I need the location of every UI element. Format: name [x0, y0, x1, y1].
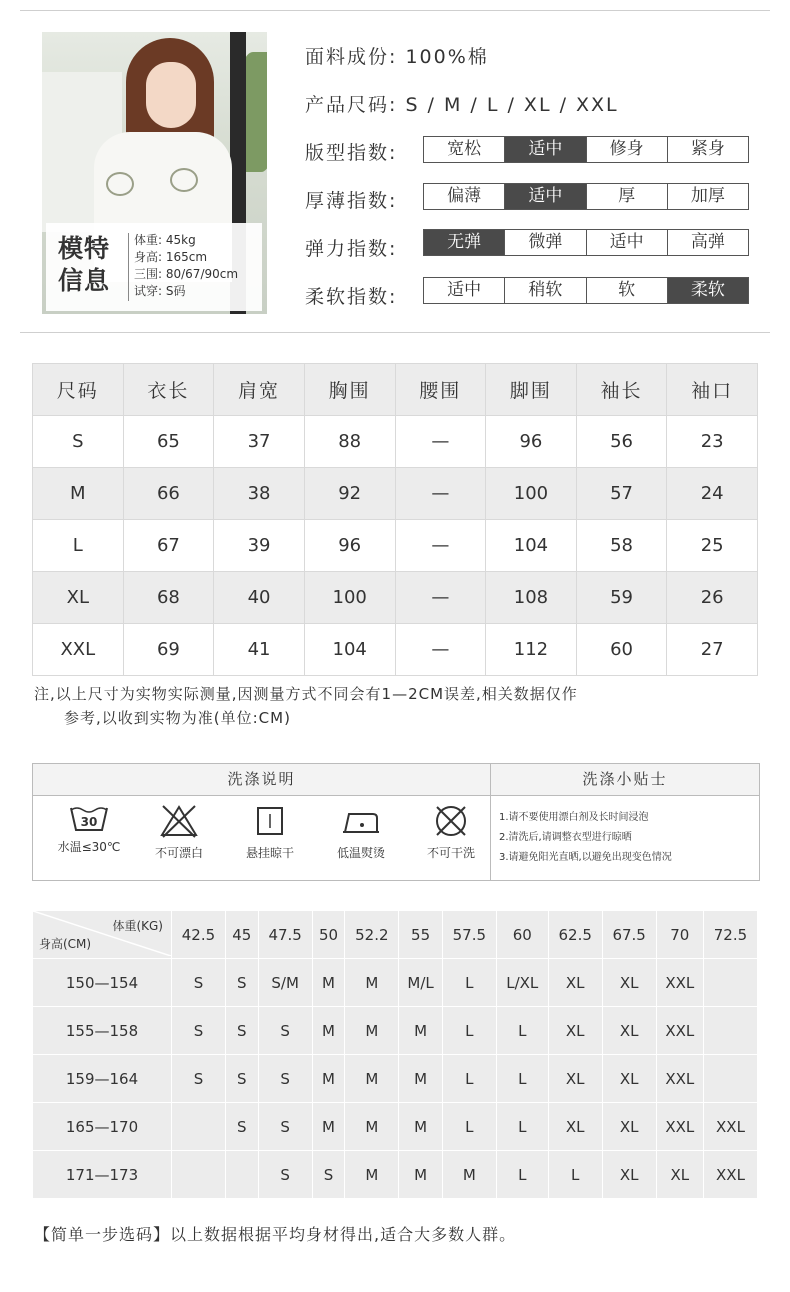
- size-guide-table: [32, 910, 758, 1199]
- guide-row: [33, 1055, 758, 1103]
- recommended-size: M: [399, 1007, 443, 1055]
- recommended-size: S: [258, 1103, 312, 1151]
- table-row: [33, 624, 758, 676]
- recommended-size: XL: [602, 1055, 656, 1103]
- recommended-size: L: [496, 1103, 548, 1151]
- recommended-size: XXL: [703, 1103, 757, 1151]
- table-cell: —: [395, 468, 486, 520]
- table-cell: XXL: [33, 624, 124, 676]
- recommended-size: S: [172, 1055, 226, 1103]
- sizes-spec: 产品尺码: S / M / L / XL / XXL: [305, 94, 619, 116]
- recommended-size: L: [496, 1151, 548, 1199]
- recommended-size: M: [312, 1103, 345, 1151]
- wash-instructions: [32, 763, 760, 881]
- table-cell: 65: [123, 416, 214, 468]
- table-cell: 56: [576, 416, 667, 468]
- recommended-size: XXL: [656, 1103, 703, 1151]
- recommended-size: M: [312, 1007, 345, 1055]
- recommended-size: XL: [602, 959, 656, 1007]
- iron-icon: [339, 804, 383, 838]
- recommended-size: XXL: [703, 1151, 757, 1199]
- recommended-size: XL: [548, 959, 602, 1007]
- recommended-size: XL: [602, 1007, 656, 1055]
- low-iron-item: [316, 804, 406, 861]
- model-photo: [42, 32, 267, 314]
- table-cell: 60: [576, 624, 667, 676]
- elasticity-option: 高弹: [690, 232, 725, 252]
- recommended-size: L: [496, 1007, 548, 1055]
- recommended-size: S: [258, 1055, 312, 1103]
- no-bleach-label: 不可漂白: [154, 846, 203, 860]
- table-cell: 108: [486, 572, 577, 624]
- guide-row: [33, 1103, 758, 1151]
- fit-option: 紧身: [690, 139, 725, 159]
- weight-header: 67.5: [602, 911, 656, 959]
- no-dry-clean-label: 不可干洗: [426, 846, 475, 860]
- recommended-size: L/XL: [496, 959, 548, 1007]
- table-cell: 104: [486, 520, 577, 572]
- low-iron-label: 低温熨烫: [336, 846, 385, 860]
- table-cell: 88: [304, 416, 395, 468]
- recommended-size: M/L: [399, 959, 443, 1007]
- fabric-spec: 面料成份: 100%棉: [305, 46, 489, 68]
- thickness-label: 厚薄指数:: [305, 190, 398, 212]
- recommended-size: M: [399, 1103, 443, 1151]
- recommended-size: S/M: [258, 959, 312, 1007]
- no-bleach-item: [134, 804, 224, 861]
- recommended-size: XL: [602, 1151, 656, 1199]
- weight-header: 50: [312, 911, 345, 959]
- elasticity-scale: [423, 229, 749, 256]
- recommended-size: [172, 1103, 226, 1151]
- recommended-size: S: [225, 1103, 258, 1151]
- wash-tips: [499, 808, 672, 868]
- table-cell: 59: [576, 572, 667, 624]
- column-header: 衣长: [123, 364, 214, 416]
- recommended-size: L: [548, 1151, 602, 1199]
- no-dry-clean-icon: [431, 804, 471, 838]
- svg-text:30: 30: [80, 815, 98, 829]
- table-cell: 67: [123, 520, 214, 572]
- no-dry-clean-item: [406, 804, 496, 861]
- table-cell: —: [395, 572, 486, 624]
- fit-label: 版型指数:: [305, 142, 398, 164]
- table-cell: 38: [214, 468, 305, 520]
- wash-temp-label: 水温≤30℃: [57, 840, 121, 854]
- recommended-size: S: [225, 959, 258, 1007]
- recommended-size: S: [172, 1007, 226, 1055]
- elasticity-label: 弹力指数:: [305, 238, 398, 260]
- recommended-size: XXL: [656, 1007, 703, 1055]
- table-cell: 58: [576, 520, 667, 572]
- elasticity-option: 无弹: [424, 230, 505, 255]
- thickness-option: 适中: [505, 184, 586, 209]
- recommended-size: S: [225, 1007, 258, 1055]
- table-cell: 37: [214, 416, 305, 468]
- recommended-size: L: [496, 1055, 548, 1103]
- thickness-option: 加厚: [690, 186, 725, 206]
- table-cell: —: [395, 520, 486, 572]
- table-cell: 100: [304, 572, 395, 624]
- recommended-size: M: [442, 1151, 496, 1199]
- model-weight: 体重: 45kg: [134, 233, 196, 247]
- table-cell: 104: [304, 624, 395, 676]
- table-cell: 40: [214, 572, 305, 624]
- recommended-size: M: [399, 1151, 443, 1199]
- thickness-option: 偏薄: [424, 184, 505, 209]
- weight-header: 57.5: [442, 911, 496, 959]
- table-cell: 27: [667, 624, 758, 676]
- wash-tub-icon: [69, 804, 109, 832]
- recommended-size: XL: [548, 1055, 602, 1103]
- table-cell: 66: [123, 468, 214, 520]
- wash-tip: 3.请避免阳光直晒,以避免出现变色情况: [499, 852, 672, 863]
- recommended-size: M: [312, 959, 345, 1007]
- model-info-details: [134, 232, 238, 300]
- recommended-size: M: [345, 1151, 399, 1199]
- table-row: [33, 520, 758, 572]
- weight-header: 55: [399, 911, 443, 959]
- column-header: 肩宽: [214, 364, 305, 416]
- recommended-size: L: [442, 1103, 496, 1151]
- table-cell: 112: [486, 624, 577, 676]
- table-cell: 69: [123, 624, 214, 676]
- table-cell: 26: [667, 572, 758, 624]
- recommended-size: S: [312, 1151, 345, 1199]
- top-divider: [20, 10, 770, 11]
- fit-scale: [423, 136, 749, 163]
- model-info-title: 模特 信息: [58, 234, 111, 295]
- model-info-box: [46, 223, 262, 311]
- section-divider: [20, 332, 770, 333]
- model-measurements: 三围: 80/67/90cm: [134, 267, 239, 281]
- no-bleach-icon: [159, 804, 199, 838]
- column-header: 袖长: [576, 364, 667, 416]
- model-size-tried: 试穿: S码: [134, 284, 186, 298]
- recommended-size: L: [442, 959, 496, 1007]
- size-table: [32, 363, 758, 676]
- column-header: 袖口: [667, 364, 758, 416]
- softness-scale: [423, 277, 749, 304]
- height-range: 171—173: [33, 1151, 172, 1199]
- recommended-size: [703, 1055, 757, 1103]
- recommended-size: [703, 959, 757, 1007]
- softness-option: 软: [587, 278, 668, 303]
- thickness-option: 厚: [587, 184, 668, 209]
- recommended-size: [703, 1007, 757, 1055]
- height-range: 165—170: [33, 1103, 172, 1151]
- guide-row: [33, 959, 758, 1007]
- weight-header: 45: [225, 911, 258, 959]
- recommended-size: M: [345, 959, 399, 1007]
- weight-header: 60: [496, 911, 548, 959]
- weight-header: 72.5: [703, 911, 757, 959]
- table-cell: 96: [304, 520, 395, 572]
- softness-option: 柔软: [668, 278, 748, 303]
- fit-option: 宽松: [424, 137, 505, 162]
- recommended-size: L: [442, 1007, 496, 1055]
- table-cell: 39: [214, 520, 305, 572]
- table-cell: M: [33, 468, 124, 520]
- height-range: 159—164: [33, 1055, 172, 1103]
- softness-label: 柔软指数:: [305, 286, 398, 308]
- recommended-size: [225, 1151, 258, 1199]
- weight-axis-label: 体重(KG): [112, 919, 163, 933]
- hang-dry-item: [225, 804, 315, 861]
- height-range: 150—154: [33, 959, 172, 1007]
- column-header: 腰围: [395, 364, 486, 416]
- table-cell: L: [33, 520, 124, 572]
- recommended-size: S: [172, 959, 226, 1007]
- table-row: [33, 416, 758, 468]
- recommended-size: XL: [548, 1007, 602, 1055]
- recommended-size: XL: [548, 1103, 602, 1151]
- size-table-header: [33, 364, 758, 416]
- wash-tip: 1.请不要使用漂白剂及长时间浸泡: [499, 812, 649, 823]
- guide-header-row: [33, 911, 758, 959]
- weight-header: 70: [656, 911, 703, 959]
- weight-header: 62.5: [548, 911, 602, 959]
- table-cell: 41: [214, 624, 305, 676]
- model-height: 身高: 165cm: [134, 250, 208, 264]
- thickness-scale: [423, 183, 749, 210]
- height-axis-label: 身高(CM): [39, 937, 92, 951]
- table-cell: S: [33, 416, 124, 468]
- footer-note: 【简单一步选码】以上数据根据平均身材得出,适合大多数人群。: [34, 1225, 517, 1244]
- table-cell: 25: [667, 520, 758, 572]
- table-cell: 96: [486, 416, 577, 468]
- table-cell: 92: [304, 468, 395, 520]
- measurement-note: 注,以上尺寸为实物实际测量,因测量方式不同会有1—2CM误差,相关数据仅作 参考,以收到实物为准(单位:CM): [34, 685, 578, 727]
- recommended-size: S: [258, 1151, 312, 1199]
- elasticity-option: 适中: [587, 230, 668, 255]
- fit-option: 修身: [587, 137, 668, 162]
- height-range: 155—158: [33, 1007, 172, 1055]
- table-cell: —: [395, 416, 486, 468]
- recommended-size: M: [345, 1103, 399, 1151]
- recommended-size: L: [442, 1055, 496, 1103]
- recommended-size: [172, 1151, 226, 1199]
- elasticity-option: 微弹: [505, 230, 586, 255]
- recommended-size: M: [345, 1055, 399, 1103]
- recommended-size: XL: [656, 1151, 703, 1199]
- recommended-size: XXL: [656, 959, 703, 1007]
- recommended-size: XXL: [656, 1055, 703, 1103]
- wash-temp-item: [44, 804, 134, 855]
- guide-row: [33, 1007, 758, 1055]
- hang-dry-icon: [250, 804, 290, 838]
- table-row: [33, 572, 758, 624]
- table-row: [33, 468, 758, 520]
- recommended-size: S: [225, 1055, 258, 1103]
- table-cell: XL: [33, 572, 124, 624]
- table-cell: 57: [576, 468, 667, 520]
- recommended-size: M: [399, 1055, 443, 1103]
- table-cell: 24: [667, 468, 758, 520]
- table-cell: —: [395, 624, 486, 676]
- column-header: 胸围: [304, 364, 395, 416]
- guide-corner: [33, 911, 172, 959]
- softness-option: 稍软: [505, 278, 586, 303]
- hang-dry-label: 悬挂晾干: [245, 846, 294, 860]
- wash-tips-title: 洗涤小贴士: [491, 764, 759, 796]
- wash-title: 洗涤说明: [33, 764, 490, 796]
- weight-header: 42.5: [172, 911, 226, 959]
- guide-row: [33, 1151, 758, 1199]
- recommended-size: XL: [602, 1103, 656, 1151]
- recommended-size: M: [345, 1007, 399, 1055]
- table-cell: 23: [667, 416, 758, 468]
- table-cell: 100: [486, 468, 577, 520]
- weight-header: 52.2: [345, 911, 399, 959]
- fit-option: 适中: [505, 137, 586, 162]
- softness-option: 适中: [424, 278, 505, 303]
- column-header: 尺码: [33, 364, 124, 416]
- weight-header: 47.5: [258, 911, 312, 959]
- wash-tip: 2.清洗后,请调整衣型进行晾晒: [499, 832, 632, 843]
- recommended-size: S: [258, 1007, 312, 1055]
- recommended-size: M: [312, 1055, 345, 1103]
- table-cell: 68: [123, 572, 214, 624]
- column-header: 脚围: [486, 364, 577, 416]
